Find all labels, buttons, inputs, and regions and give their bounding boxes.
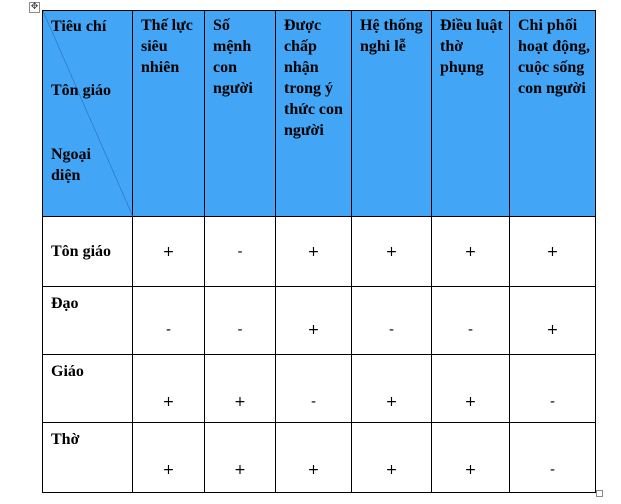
table-cell: + — [205, 423, 276, 493]
table-move-handle-icon[interactable]: ✥ — [30, 2, 39, 12]
column-header: Thế lực siêu nhiên — [133, 11, 205, 217]
corner-header-cell — [43, 11, 133, 217]
table-row — [43, 217, 596, 287]
table-cell: + — [510, 287, 596, 355]
row-label: Giáo — [43, 355, 133, 423]
table-cell: + — [352, 355, 432, 423]
table-cell: + — [276, 423, 352, 493]
table-resize-handle[interactable] — [596, 490, 603, 497]
table-cell: + — [352, 217, 432, 287]
corner-diagonal-line — [43, 11, 133, 217]
table-cell: - — [510, 423, 596, 493]
row-label: Thờ — [43, 423, 133, 493]
table-cell: + — [276, 287, 352, 355]
table-cell: + — [133, 423, 205, 493]
row-label: Tôn giáo — [43, 217, 133, 287]
header-row — [43, 11, 596, 217]
table-cell: - — [276, 355, 352, 423]
table-cell: - — [205, 217, 276, 287]
column-header: Hệ thống nghi lễ — [352, 11, 432, 217]
table-cell: + — [133, 217, 205, 287]
table-cell: - — [133, 287, 205, 355]
row-label: Đạo — [43, 287, 133, 355]
table-cell: - — [352, 287, 432, 355]
column-header: Chi phối hoạt động, cuộc sống con người — [510, 11, 596, 217]
table-row — [43, 287, 596, 355]
table-cell: + — [205, 355, 276, 423]
table-cell: - — [205, 287, 276, 355]
column-header: Số mệnh con người — [205, 11, 276, 217]
table-cell: + — [432, 355, 510, 423]
column-header: Điều luật thờ phụng — [432, 11, 510, 217]
table-cell: + — [432, 217, 510, 287]
corner-label-criteria: Tiêu chí — [51, 18, 107, 35]
corner-label-appearance: Ngoại diện — [51, 146, 91, 184]
table-cell: + — [432, 423, 510, 493]
column-header: Được chấp nhận trong ý thức con người — [276, 11, 352, 217]
table-cell: + — [133, 355, 205, 423]
comparison-table — [42, 10, 596, 493]
table-cell: + — [352, 423, 432, 493]
table-cell: - — [510, 355, 596, 423]
table-cell: + — [510, 217, 596, 287]
table-row — [43, 423, 596, 493]
table-cell: - — [432, 287, 510, 355]
corner-label-religion: Tôn giáo — [51, 82, 112, 99]
table-row — [43, 355, 596, 423]
table-cell: + — [276, 217, 352, 287]
